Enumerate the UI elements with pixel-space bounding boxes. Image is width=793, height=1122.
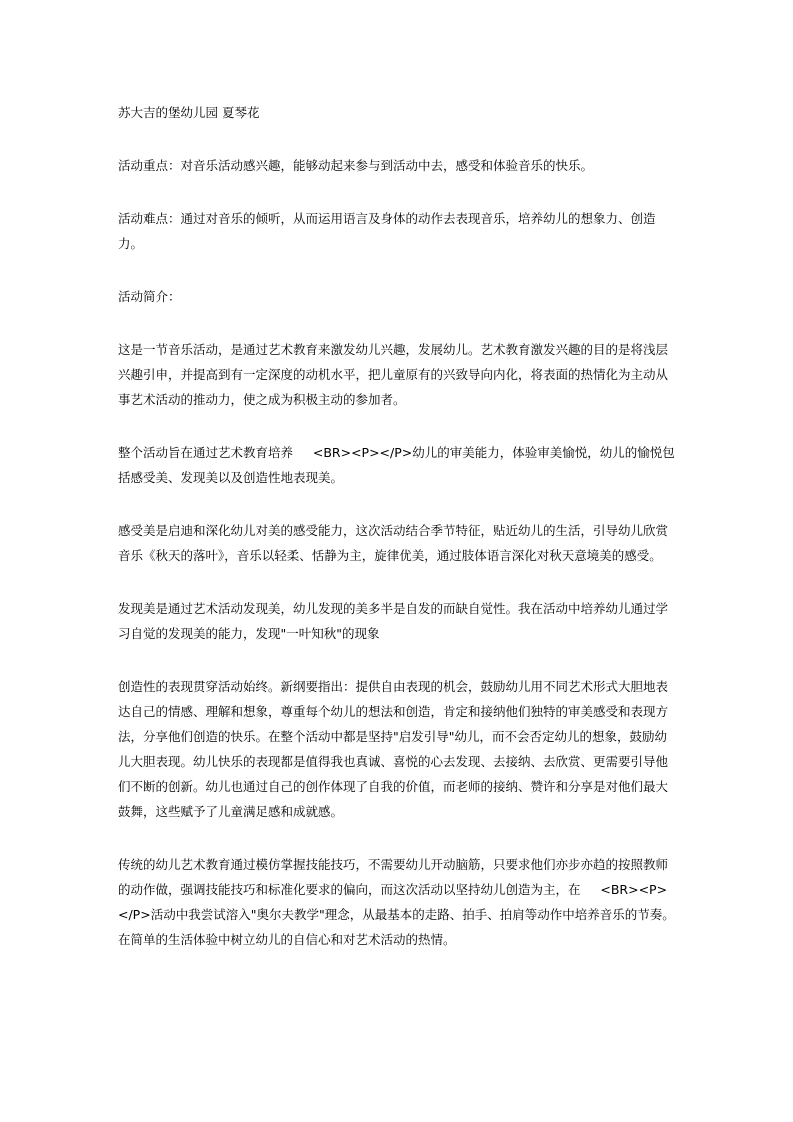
paragraph-intro: 这是一节音乐活动，是通过艺术教育来激发幼儿兴趣，发展幼儿。艺术教育激发兴趣的目的是将浅层兴趣引申，并提高到有一定深度的动机水平，把儿童原有的兴致导向内化，将表面的热情化为主动从事艺术活动的推动力，使之成为积极主动的参加者。 bbox=[118, 342, 669, 407]
author-header: 苏大吉的堡幼儿园 夏琴花 bbox=[118, 105, 260, 120]
document-body bbox=[118, 100, 678, 980]
paragraph-aesthetic: 整个活动旨在通过艺术教育培养 <BR><P></P>幼儿的审美能力，体验审美愉悦，幼儿的愉悦包括感受美、发现美以及创造性地表现美。 bbox=[118, 445, 675, 485]
activity-focus: 活动重点：对音乐活动感兴趣，能够动起来参与到活动中去，感受和体验音乐的快乐。 bbox=[118, 158, 594, 173]
activity-difficulty: 活动难点：通过对音乐的倾听，从而运用语言及身体的动作去表现音乐，培养幼儿的想象力、创造力。 bbox=[118, 211, 656, 251]
intro-heading: 活动简介： bbox=[118, 289, 181, 304]
paragraph-discover-beauty: 发现美是通过艺术活动发现美，幼儿发现的美多半是自发的而缺自觉性。我在活动中培养幼儿通过学习自觉的发现美的能力，发现"一叶知秋"的现象 bbox=[118, 601, 669, 641]
paragraph-creative-expression: 创造性的表现贯穿活动始终。新纲要指出：提供自由表现的机会，鼓励幼儿用不同艺术形式大胆地表达自己的情感、理解和想象，尊重每个幼儿的想法和创造，肯定和接纳他们独特的审美感受和表现方法，分享他们创造的快乐。在整个活动中都是坚持"启发引导"幼儿，而不会否定幼儿的想象，鼓励幼儿大胆表现。幼儿快乐的表现都是值得我也真诚、喜悦的心去发现、去接纳、去欣赏、更需要引导他们不断的创新。幼儿也通过自己的创作体现了自我的价值，而老师的接纳、赞许和分享是对他们最大鼓舞，这些赋予了儿童满足感和成就感。 bbox=[118, 679, 669, 819]
paragraph-traditional-education: 传统的幼儿艺术教育通过模仿掌握技能技巧，不需要幼儿开动脑筋，只要求他们亦步亦趋的按照教师的动作做，强调技能技巧和标准化要求的偏向，而这次活动以坚持幼儿创造为主，在 <BR><P></P>活动中我尝试溶入"奥尔夫教学"理念，从最基本的走路、拍手、拍肩等动作中培养音乐的节奏。在简单的生活体验中树立幼儿的自信心和对艺术活动的热情。 bbox=[118, 857, 675, 947]
paragraph-feel-beauty: 感受美是启迪和深化幼儿对美的感受能力，这次活动结合季节特征，贴近幼儿的生活，引导幼儿欣赏音乐《秋天的落叶》，音乐以轻柔、恬静为主，旋律优美，通过肢体语言深化对秋天意境美的感受。 bbox=[118, 523, 669, 563]
